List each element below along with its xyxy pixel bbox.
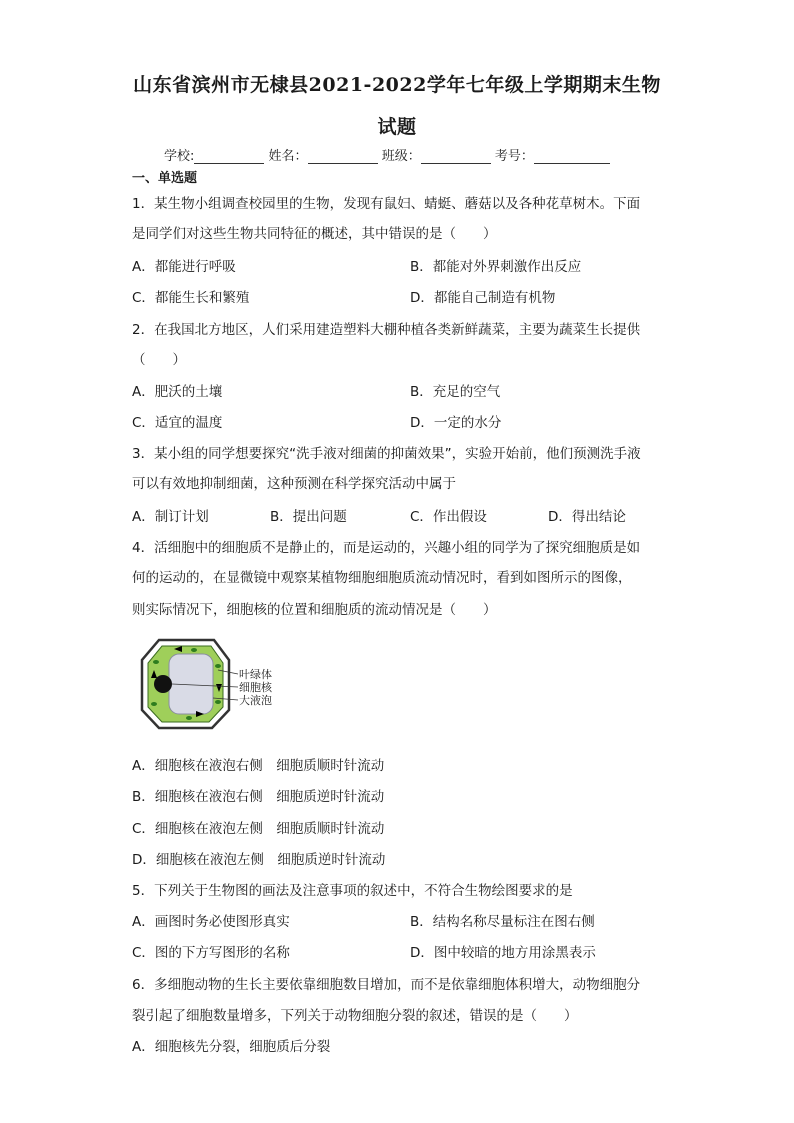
q4-stem-line3: 则实际情况下，细胞核的位置和细胞质的流动情况是（ ） (132, 602, 497, 618)
q5-option-a: A．画图时务必使图形真实 (132, 914, 290, 930)
q4-option-a: A．细胞核在液泡右侧 细胞质顺时针流动 (132, 758, 385, 774)
number-blank (534, 149, 610, 164)
q1-option-a: A．都能进行呼吸 (132, 259, 236, 275)
q3-option-b: B．提出问题 (270, 509, 347, 525)
q2-option-d: D．一定的水分 (410, 415, 502, 431)
section-heading: 一、单选题 (132, 171, 198, 186)
q3-option-c: C．作出假设 (410, 509, 487, 525)
q2-option-a: A．肥沃的土壤 (132, 384, 223, 400)
label-nucleus: 细胞核 (239, 681, 272, 694)
q1-stem-line1: 1．某生物小组调查校园里的生物，发现有鼠妇、蜻蜓、蘑菇以及各种花草树木。下面 (132, 196, 641, 212)
q3-option-a: A．制订计划 (132, 509, 209, 525)
q5-option-c: C．图的下方写图形的名称 (132, 945, 290, 961)
student-info-row (164, 145, 610, 164)
q6-stem-line2: 裂引起了细胞数量增多，下列关于动物细胞分裂的叙述，错误的是（ ） (132, 1008, 578, 1024)
school-blank (194, 149, 264, 164)
doc-title-line2: 试题 (377, 116, 417, 138)
q6-stem-line1: 6．多细胞动物的生长主要依靠细胞数目增加，而不是依靠细胞体积增大，动物细胞分 (132, 977, 641, 993)
q1-stem-line2: 是同学们对这些生物共同特征的概述，其中错误的是（ ） (132, 226, 497, 242)
q5-option-d: D．图中较暗的地方用涂黑表示 (410, 945, 596, 961)
q3-stem-line1: 3．某小组的同学想要探究“洗手液对细菌的抑菌效果”，实验开始前，他们预测洗手液 (132, 446, 641, 462)
label-vacuole: 大液泡 (239, 694, 272, 707)
q4-option-c: C．细胞核在液泡左侧 细胞质顺时针流动 (132, 821, 385, 837)
q4-stem-line2: 何的运动的，在显微镜中观察某植物细胞细胞质流动情况时，看到如图所示的图像， (132, 570, 632, 586)
q2-stem-line1: 2．在我国北方地区，人们采用建造塑料大棚种植各类新鲜蔬菜，主要为蔬菜生长提供 (132, 322, 641, 338)
q5-option-b: B．结构名称尽量标注在图右侧 (410, 914, 595, 930)
q4-option-b: B．细胞核在液泡右侧 细胞质逆时针流动 (132, 789, 385, 805)
q2-option-c: C．适宜的温度 (132, 415, 223, 431)
q2-option-b: B．充足的空气 (410, 384, 501, 400)
q1-option-d: D．都能自己制造有机物 (410, 290, 556, 306)
doc-title-line1: 山东省滨州市无棣县2021-2022学年七年级上学期期末生物 (133, 74, 661, 96)
q5-stem-line1: 5．下列关于生物图的画法及注意事项的叙述中，不符合生物绘图要求的是 (132, 883, 573, 899)
q1-option-c: C．都能生长和繁殖 (132, 290, 250, 306)
q6-option-a: A．细胞核先分裂，细胞质后分裂 (132, 1039, 331, 1055)
name-label: 姓名： (268, 149, 308, 164)
q2-stem-line2: （ ） (132, 352, 186, 368)
q3-option-d: D．得出结论 (548, 509, 626, 525)
class-blank (421, 149, 491, 164)
label-chloroplast: 叶绿体 (239, 668, 272, 681)
plant-cell-diagram (134, 632, 284, 732)
q4-stem-line1: 4．活细胞中的细胞质不是静止的，而是运动的，兴趣小组的同学为了探究细胞质是如 (132, 540, 641, 556)
q4-option-d: D．细胞核在液泡左侧 细胞质逆时针流动 (132, 852, 386, 868)
q1-option-b: B．都能对外界刺激作出反应 (410, 259, 582, 275)
class-label: 班级： (381, 149, 421, 164)
name-blank (308, 149, 378, 164)
q3-stem-line2: 可以有效地抑制细菌，这种预测在科学探究活动中属于 (132, 476, 456, 492)
school-label: 学校: (164, 149, 195, 164)
number-label: 考号： (494, 149, 534, 164)
